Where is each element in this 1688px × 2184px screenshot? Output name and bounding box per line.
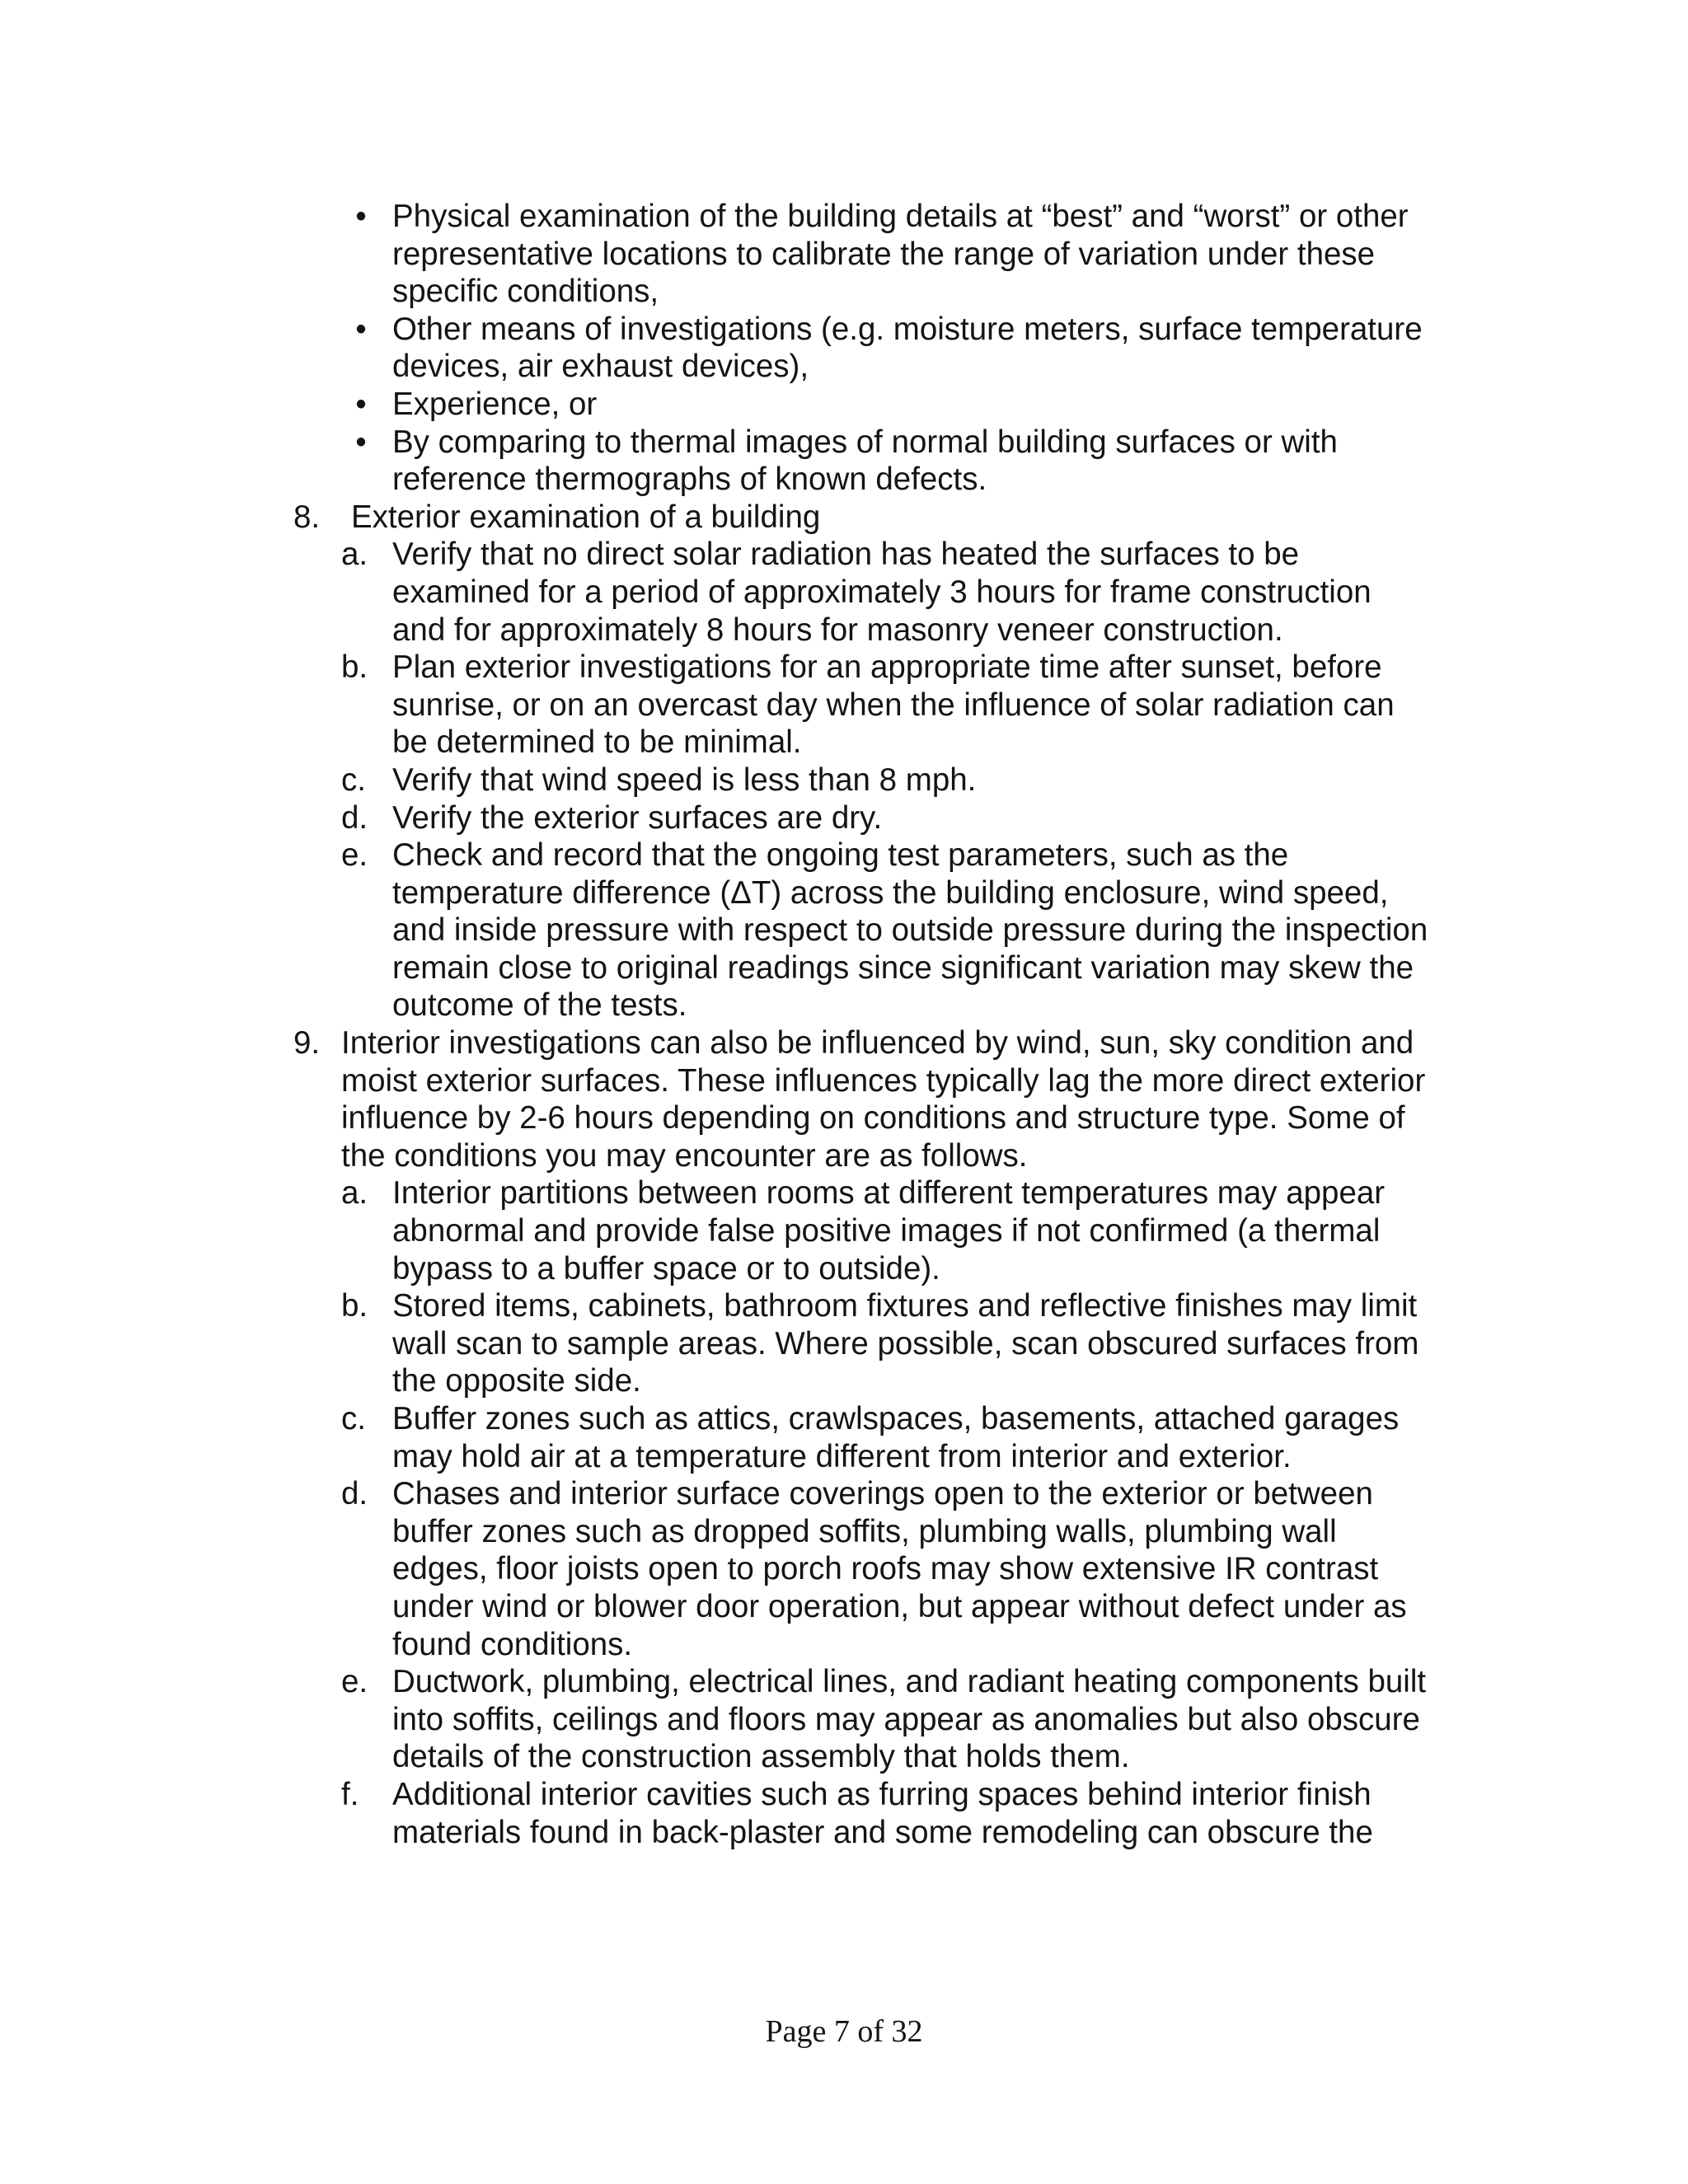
lettered-item [293, 799, 1431, 837]
item-text: Buffer zones such as attics, crawlspaces, basements, attached garages may hold air at a temperature different from interior and exterior. [392, 1401, 1400, 1474]
item-letter: f. [341, 1776, 359, 1812]
item-text: Plan exterior investigations for an appropriate time after sunset, before sunrise, or on an overcast day when the influence of solar radiation can be determined to be minimal. [392, 649, 1395, 761]
bullet-text: Other means of investigations (e.g. moisture meters, surface temperature devices, air exhaust devices), [392, 311, 1423, 385]
item-letter: a. [341, 1175, 368, 1212]
section-paragraph: Interior investigations can also be influenced by wind, sun, sky condition and moist exterior surfaces. These influences typically lag the more direct exterior influence by 2-6 hours depending on conditions and structure type. Some of the conditions you may encounter are as follows. [341, 1025, 1426, 1174]
lettered-item [293, 1663, 1431, 1776]
item-letter: c. [341, 1401, 366, 1436]
lettered-item [293, 536, 1431, 649]
bullet-item [293, 311, 1431, 386]
numbered-item-8 [293, 499, 1431, 537]
item-number: 8. [293, 499, 321, 535]
bullet-text: Physical examination of the building details at “best” and “worst” or other representative locations to calibrate the range of variation under these specific conditions, [392, 199, 1409, 310]
section-heading: Exterior examination of a building [351, 499, 821, 535]
item-letter: a. [341, 537, 368, 573]
lettered-item [293, 837, 1431, 1024]
item-letter: e. [341, 837, 368, 874]
bullet-icon: • [355, 424, 367, 460]
page-number-footer: Page 7 of 32 [765, 2014, 923, 2049]
item-letter: c. [341, 762, 366, 798]
item-text: Verify the exterior surfaces are dry. [392, 799, 883, 836]
lettered-item [293, 649, 1431, 762]
item-letter: b. [341, 649, 368, 686]
bullet-item [293, 424, 1431, 499]
item-text: Verify that no direct solar radiation has heated the surfaces to be examined for a period of approximately 3 hours for frame construction and for approximately 8 hours for masonry veneer construction. [392, 537, 1372, 648]
lettered-item [293, 1287, 1431, 1400]
item-text: Verify that wind speed is less than 8 mph. [392, 762, 977, 798]
bullet-item [293, 198, 1431, 311]
item-letter: d. [341, 1476, 368, 1512]
item-letter: b. [341, 1288, 368, 1324]
item-text: Chases and interior surface coverings open to the exterior or between buffer zones such as dropped soffits, plumbing walls, plumbing wall edges, floor joists open to porch roofs may show extensive IR contrast under wind or blower door operation, but appear without defect under as found conditions. [392, 1476, 1407, 1662]
item-text: Ductwork, plumbing, electrical lines, and radiant heating components built into soffits, ceilings and floors may appear as anomalies but also obscure details of the construction assembly that holds them. [392, 1664, 1427, 1775]
item-text: Interior partitions between rooms at different temperatures may appear abnormal and provide false positive images if not confirmed (a thermal bypass to a buffer space or to outside). [392, 1175, 1386, 1286]
bullet-item [293, 386, 1431, 424]
item-text: Additional interior cavities such as furring spaces behind interior finish materials found in back-plaster and some remodeling can obscure the [392, 1776, 1373, 1850]
bullet-text: By comparing to thermal images of normal building surfaces or with reference thermographs of known defects. [392, 424, 1338, 498]
bullet-icon: • [355, 311, 367, 347]
lettered-item [293, 1174, 1431, 1287]
bullet-icon: • [355, 386, 367, 422]
bullet-text: Experience, or [392, 386, 598, 422]
lettered-item [293, 1776, 1431, 1851]
item-letter: d. [341, 799, 368, 836]
document-body [293, 198, 1431, 1851]
item-letter: e. [341, 1664, 368, 1700]
lettered-item [293, 762, 1431, 799]
lettered-item [293, 1400, 1431, 1475]
bullet-icon: • [355, 199, 367, 234]
item-text: Check and record that the ongoing test parameters, such as the temperature difference (ΔT) across the building enclosure, wind speed, and inside pressure with respect to outside pressure during the inspection remain close to original readings since significant variation may skew the outcome of the tests. [392, 837, 1428, 1024]
lettered-item [293, 1475, 1431, 1663]
item-number: 9. [293, 1025, 321, 1062]
item-text: Stored items, cabinets, bathroom fixtures and reflective finishes may limit wall scan to sample areas. Where possible, scan obscured surfaces from the opposite side. [392, 1288, 1419, 1399]
numbered-item-9 [293, 1024, 1431, 1174]
